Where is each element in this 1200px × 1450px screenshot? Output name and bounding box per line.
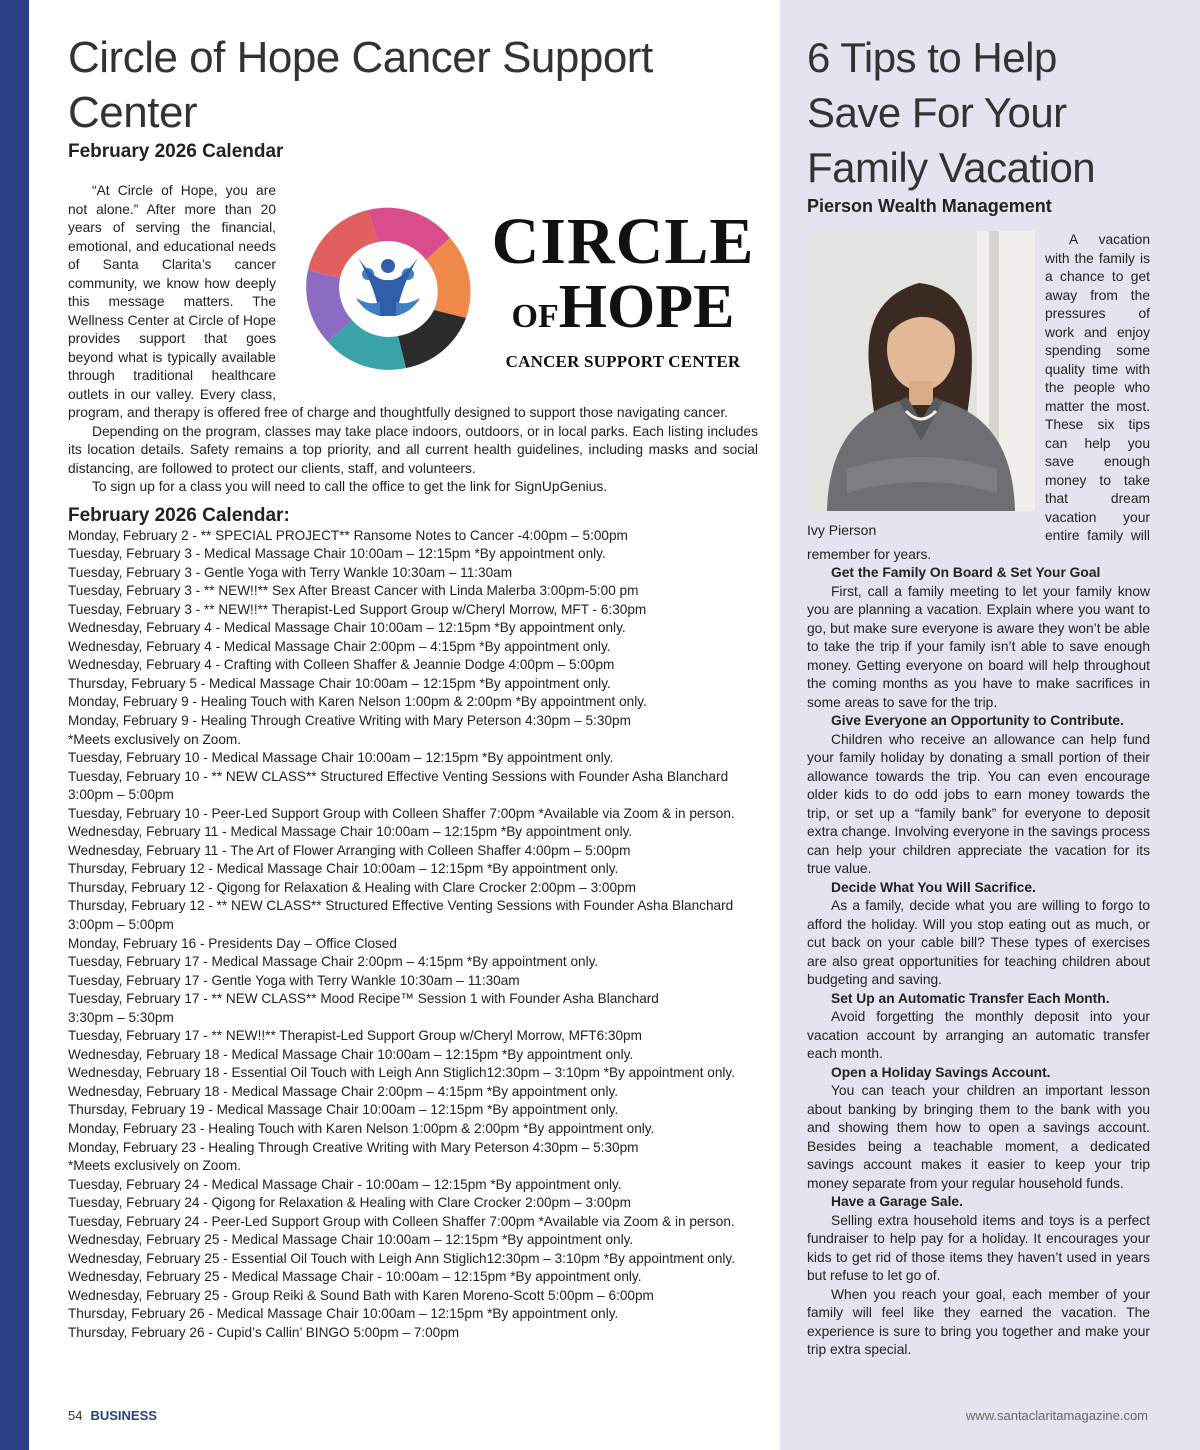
circle-of-hope-article xyxy=(68,30,758,1343)
calendar-entry: Tuesday, February 3 - ** NEW!!** Therapist-Led Support Group w/Cheryl Morrow, MFT - 6:30pm xyxy=(68,601,647,617)
tip-text: Children who receive an allowance can help fund your family holiday by donating a small portion of their allowance towards the trip. You can even encourage older kids to do odd jobs to earn money towards the trip, or set up a “family bank” for everyone to deposit extra change. Involving everyone in the savings process can help your children appreciate the vacation for its true value. xyxy=(807,731,1150,876)
tip-text: You can teach your children an important lesson about banking by bringing them to the bank with you and showing them how to open a savings account. Besides being a teachable moment, a dedicated savings account makes it easier to keep your trip money separate from your regular household funds. xyxy=(807,1083,1150,1191)
left-accent-bar xyxy=(0,0,29,1450)
calendar-entry: 3:00pm – 5:00pm xyxy=(68,787,174,803)
calendar-entry: Monday, February 9 - Healing Through Creative Writing with Mary Peterson 4:30pm – 5:30pm xyxy=(68,712,631,728)
tip-heading: Give Everyone an Opportunity to Contribute. xyxy=(831,713,1124,728)
tip-text: As a family, decide what you are willing to forgo to afford the holiday. Will you stop eating out as much, or cut back on your cable bill? These types of exercises are also great opportunities for teaching children about budgeting and saving. xyxy=(807,898,1150,987)
calendar-entry: Wednesday, February 11 - The Art of Flower Arranging with Colleen Shaffer 4:00pm – 5:00pm xyxy=(68,842,631,858)
article-title: Circle of Hope Cancer Support Center xyxy=(68,33,653,137)
calendar-entry: Wednesday, February 11 - Medical Massage Chair 10:00am – 12:15pm *By appointment only. xyxy=(68,824,633,840)
tip-heading: Open a Holiday Savings Account. xyxy=(831,1064,1051,1080)
calendar-entry: Tuesday, February 3 - Gentle Yoga with Terry Wankle 10:30am – 11:30am xyxy=(68,564,513,580)
calendar-entry: Wednesday, February 25 - Medical Massage Chair 10:00am – 12:15pm *By appointment only. xyxy=(68,1232,634,1248)
calendar-entry: Wednesday, February 4 - Medical Massage Chair 10:00am – 12:15pm *By appointment only. xyxy=(68,620,626,636)
calendar-entry: 3:30pm – 5:30pm xyxy=(68,1009,174,1025)
calendar-entry: Monday, February 23 - Healing Touch with Karen Nelson 1:00pm & 2:00pm *By appointment only. xyxy=(68,1121,655,1136)
calendar-entry: Tuesday, February 17 - ** NEW!!** Therapist-Led Support Group w/Cheryl Morrow, MFT6:30pm xyxy=(68,1028,642,1044)
logo-line-circle: CIRCLE xyxy=(491,205,755,278)
sidebar-intro: A vacation with the family is a chance to get away from the pressures of work and enjoy spending some quality time with the people who matter the most. These six tips can help you save enough money to take that dream vacation your entire family will remember for years. xyxy=(807,232,1150,562)
calendar-entry: Thursday, February 12 - ** NEW CLASS** Structured Effective Venting Sessions with Founder Asha Blanchard xyxy=(68,898,734,914)
calendar-entry: Tuesday, February 10 - ** NEW CLASS** Structured Effective Venting Sessions with Founder Asha Blanchard xyxy=(68,768,729,784)
calendar-entry: Monday, February 2 - ** SPECIAL PROJECT** Ransome Notes to Cancer -4:00pm – 5:00pm xyxy=(68,527,628,543)
calendar-entry: Monday, February 23 - Healing Through Creative Writing with Mary Peterson 4:30pm – 5:30pm xyxy=(68,1139,639,1155)
tip-text: Selling extra household items and toys is a perfect fundraiser to help pay for a holiday. It encourages your kids to get rid of those items they haven’t used in years but refuse to let go of. xyxy=(807,1212,1150,1283)
circle-of-hope-emblem-icon xyxy=(288,188,488,388)
sidebar-article-byline: Pierson Wealth Management xyxy=(807,196,1052,216)
calendar-entry: Wednesday, February 25 - Essential Oil Touch with Leigh Ann Stiglich12:30pm – 3:10pm *By appointment only. xyxy=(68,1250,735,1266)
calendar-entry: Tuesday, February 3 - Medical Massage Chair 10:00am – 12:15pm *By appointment only. xyxy=(68,546,606,562)
calendar-list xyxy=(68,527,758,1343)
calendar-entry: Wednesday, February 4 - Crafting with Colleen Shaffer & Jeannie Dodge 4:00pm – 5:00pm xyxy=(68,657,615,673)
calendar-entry: Wednesday, February 18 - Essential Oil Touch with Leigh Ann Stiglich12:30pm – 3:10pm *By appointment only. xyxy=(68,1065,735,1081)
calendar-entry: Tuesday, February 17 - Medical Massage Chair 2:00pm – 4:15pm *By appointment only. xyxy=(68,954,599,970)
logo-line-of-hope xyxy=(488,273,758,348)
website-url: www.santaclaritamagazine.com xyxy=(965,1408,1148,1423)
calendar-entry: Wednesday, February 18 - Medical Massage Chair 10:00am – 12:15pm *By appointment only. xyxy=(68,1046,634,1062)
calendar-entry: Wednesday, February 18 - Medical Massage Chair 2:00pm – 4:15pm *By appointment only. xyxy=(68,1083,619,1099)
logo-hope: HOPE xyxy=(558,273,735,341)
vacation-tips-article xyxy=(807,30,1150,1360)
article-subtitle: February 2026 Calendar xyxy=(68,141,284,162)
tip-heading: Set Up an Automatic Transfer Each Month. xyxy=(831,990,1110,1006)
calendar-entry: Tuesday, February 24 - Peer-Led Support Group with Colleen Shaffer 7:00pm *Available via Zoom & in person. xyxy=(68,1213,735,1229)
calendar-entry: Tuesday, February 3 - ** NEW!!** Sex After Breast Cancer with Linda Malerba 3:00pm-5:00 pm xyxy=(68,583,639,599)
calendar-entry: Tuesday, February 10 - Medical Massage Chair 10:00am – 12:15pm *By appointment only. xyxy=(68,750,614,766)
calendar-entry: *Meets exclusively on Zoom. xyxy=(68,731,242,747)
calendar-entry: Thursday, February 5 - Medical Massage Chair 10:00am – 12:15pm *By appointment only. xyxy=(68,675,611,691)
calendar-entry: Tuesday, February 10 - Peer-Led Support Group with Colleen Shaffer 7:00pm *Available via Zoom & in person. xyxy=(68,805,735,821)
author-photo-block xyxy=(807,231,1035,539)
intro-paragraph-3: To sign up for a class you will need to call the office to get the link for SignUpGenius. xyxy=(92,479,608,494)
calendar-entry: Thursday, February 26 - Cupid’s Callin’ BINGO 5:00pm – 7:00pm xyxy=(68,1325,460,1341)
tip-text: First, call a family meeting to let your family know you are planning a vacation. Explain where you want to go, but make sure everyone is aware they won’t be able to take the trip if your family isn’t able to save enough money. Getting everyone on board will help throughout the coming months as you have to make sacrifices in some areas to save for the trip. xyxy=(807,583,1150,710)
sidebar-closing: When you reach your goal, each member of your family will feel like they earned the vacation. The experience is sure to bring you together and make your trip extra special. xyxy=(807,1286,1150,1357)
page-number: 54 xyxy=(68,1408,83,1423)
photo-caption: Ivy Pierson xyxy=(807,522,877,538)
calendar-entry: Wednesday, February 25 - Group Reiki & Sound Bath with Karen Moreno-Scott 5:00pm – 6:00pm xyxy=(68,1287,654,1303)
calendar-entry: Thursday, February 12 - Medical Massage Chair 10:00am – 12:15pm *By appointment only. xyxy=(68,861,619,877)
author-photo xyxy=(807,231,1035,511)
article-intro xyxy=(68,182,758,497)
calendar-entry: Tuesday, February 17 - Gentle Yoga with Terry Wankle 10:30am – 11:30am xyxy=(68,972,520,988)
logo-wordmark xyxy=(488,205,758,372)
calendar-entry: Wednesday, February 25 - Medical Massage Chair - 10:00am – 12:15pm *By appointment only. xyxy=(68,1269,642,1285)
calendar-entry: Thursday, February 19 - Medical Massage Chair 10:00am – 12:15pm *By appointment only. xyxy=(68,1102,619,1118)
tip-heading: Have a Garage Sale. xyxy=(831,1194,963,1209)
logo-line-tagline: CANCER SUPPORT CENTER xyxy=(505,352,741,371)
calendar-entry: Monday, February 9 - Healing Touch with Karen Nelson 1:00pm & 2:00pm *By appointment only. xyxy=(68,694,647,710)
intro-paragraph-1: “At Circle of Hope, you are not alone.” After more than 20 years of serving the financial, emotional, and educational needs of Santa Clarita’s cancer community, we know how deeply this message matters. The Wellness Center at Circle of Hope provides support that goes beyond what is typically available through traditional healthcare outlets in our valley. Every class, program, and therapy is offered free of charge and thoughtfully designed to support those navigating cancer. xyxy=(68,183,729,420)
calendar-entry: *Meets exclusively on Zoom. xyxy=(68,1158,242,1174)
calendar-entry: Tuesday, February 24 - Qigong for Relaxation & Healing with Clare Crocker 2:00pm – 3:00pm xyxy=(68,1195,631,1211)
tips-list xyxy=(807,564,1150,1286)
tip-text: Avoid forgetting the monthly deposit into your vacation account by arranging an automatic transfer each month. xyxy=(807,1009,1150,1061)
circle-of-hope-logo xyxy=(288,188,758,388)
logo-of: OF xyxy=(511,298,559,335)
tip-heading: Get the Family On Board & Set Your Goal xyxy=(831,565,1101,580)
calendar-entry: Wednesday, February 4 - Medical Massage Chair 2:00pm – 4:15pm *By appointment only. xyxy=(68,638,611,654)
page-footer-left xyxy=(68,1408,157,1423)
calendar-entry: Thursday, February 26 - Medical Massage Chair 10:00am – 12:15pm *By appointment only. xyxy=(68,1306,619,1322)
calendar-entry: Thursday, February 12 - Qigong for Relaxation & Healing with Clare Crocker 2:00pm – 3:00pm xyxy=(68,879,636,895)
tip-heading: Decide What You Will Sacrifice. xyxy=(831,879,1036,895)
calendar-entry: Tuesday, February 24 - Medical Massage Chair - 10:00am – 12:15pm *By appointment only. xyxy=(68,1176,622,1192)
calendar-entry: 3:00pm – 5:00pm xyxy=(68,916,174,932)
calendar-entry: Tuesday, February 17 - ** NEW CLASS** Mood Recipe™ Session 1 with Founder Asha Blanchard xyxy=(68,991,659,1007)
calendar-title: February 2026 Calendar: xyxy=(68,504,290,526)
intro-paragraph-2: Depending on the program, classes may take place indoors, outdoors, or in local parks. Each listing includes its location details. Safety remains a top priority, and all current health guidelines, including masks and social distancing, are followed to protect our clients, staff, and volunteers. xyxy=(68,423,758,476)
section-label: BUSINESS xyxy=(90,1408,157,1423)
sidebar-article-title: 6 Tips to Help Save For Your Family Vacation xyxy=(807,34,1096,191)
calendar-entry: Monday, February 16 - Presidents Day – Office Closed xyxy=(68,935,397,951)
